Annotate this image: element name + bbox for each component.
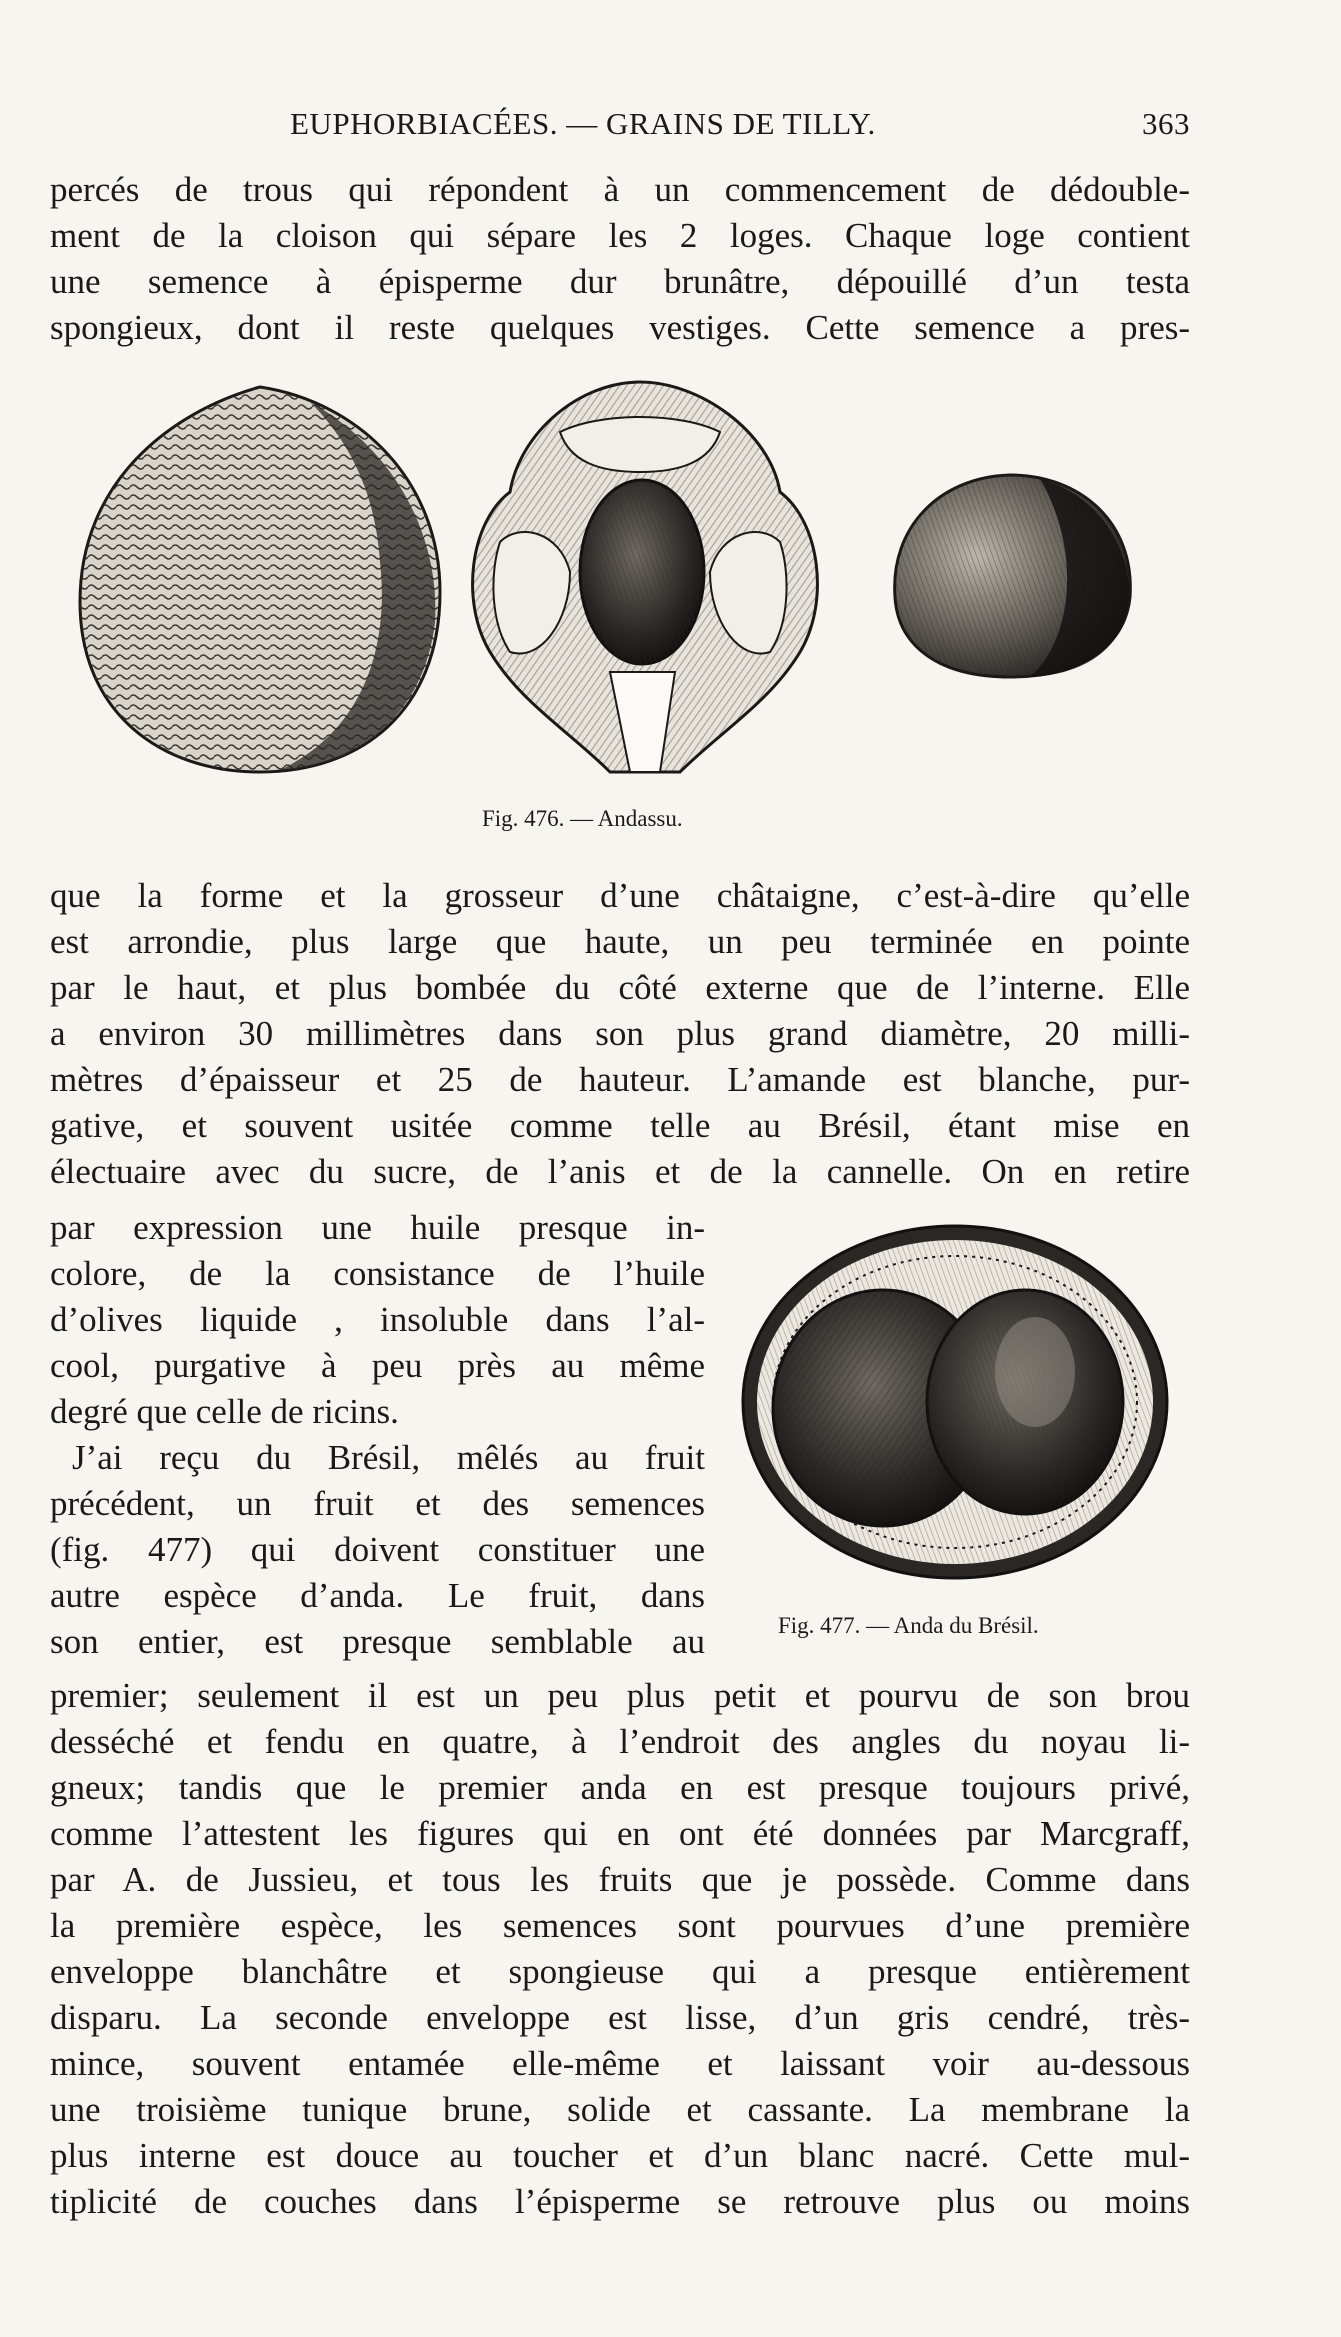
text-line: disparu. La seconde enveloppe est lisse, d’un gris cendré, très-	[50, 1998, 1190, 2037]
text-line: est arrondie, plus large que haute, un peu terminée en pointe	[50, 922, 1190, 961]
text-line: par expression une huile presque in-	[50, 1208, 705, 1247]
text-line: précédent, un fruit et des semences	[50, 1484, 705, 1523]
text-line: gneux; tandis que le premier anda en est presque toujours privé,	[50, 1768, 1190, 1807]
text-line: son entier, est presque semblable au	[50, 1622, 705, 1661]
text-line: mince, souvent entamée elle-même et laissant voir au-dessous	[50, 2044, 1190, 2083]
text-line: cool, purgative à peu près au même	[50, 1346, 705, 1385]
text-line: ment de la cloison qui sépare les 2 loges. Chaque loge contient	[50, 216, 1190, 255]
text-line: plus interne est douce au toucher et d’un blanc nacré. Cette mul-	[50, 2136, 1190, 2175]
text-line: a environ 30 millimètres dans son plus grand diamètre, 20 milli-	[50, 1014, 1190, 1053]
text-line: J’ai reçu du Brésil, mêlés au fruit	[72, 1438, 705, 1477]
anda-du-bresil-fruit-drawing	[743, 1226, 1167, 1578]
text-line: mètres d’épaisseur et 25 de hauteur. L’amande est blanche, pur-	[50, 1060, 1190, 1099]
text-line: desséché et fendu en quatre, à l’endroit des angles du noyau li-	[50, 1722, 1190, 1761]
text-line: (fig. 477) qui doivent constituer une	[50, 1530, 705, 1569]
text-line: degré que celle de ricins.	[50, 1392, 399, 1431]
text-line: une semence à épisperme dur brunâtre, dépouillé d’un testa	[50, 262, 1190, 301]
text-line: électuaire avec du sucre, de l’anis et de la cannelle. On en retire	[50, 1152, 1190, 1191]
text-line: gative, et souvent usitée comme telle au Brésil, étant mise en	[50, 1106, 1190, 1145]
text-line: premier; seulement il est un peu plus petit et pourvu de son brou	[50, 1676, 1190, 1715]
text-line: tiplicité de couches dans l’épisperme se retrouve plus ou moins	[50, 2182, 1190, 2221]
page-number: 363	[1142, 106, 1190, 141]
text-line: une troisième tunique brune, solide et cassante. La membrane la	[50, 2090, 1190, 2129]
text-line: par A. de Jussieu, et tous les fruits que je possède. Comme dans	[50, 1860, 1190, 1899]
text-line: d’olives liquide , insoluble dans l’al-	[50, 1300, 705, 1339]
andassu-seed-drawing	[895, 475, 1131, 677]
text-line: que la forme et la grosseur d’une châtaigne, c’est-à-dire qu’elle	[50, 876, 1190, 915]
text-line: comme l’attestent les figures qui en ont été données par Marcgraff,	[50, 1814, 1190, 1853]
andassu-whole-fruit-drawing	[80, 387, 440, 772]
andassu-cross-section-drawing	[473, 382, 818, 772]
figure-476-illustration	[60, 372, 1170, 792]
text-line: la première espèce, les semences sont pourvues d’une première	[50, 1906, 1190, 1945]
figure-477-caption: Fig. 477. — Anda du Brésil.	[778, 1613, 1039, 1638]
text-line: autre espèce d’anda. Le fruit, dans	[50, 1576, 705, 1615]
text-line: spongieux, dont il reste quelques vestiges. Cette semence a pres-	[50, 308, 1190, 347]
text-line: par le haut, et plus bombée du côté externe que de l’interne. Elle	[50, 968, 1190, 1007]
running-header	[50, 106, 1190, 146]
text-line: percés de trous qui répondent à un commencement de dédouble-	[50, 170, 1190, 209]
text-line: colore, de la consistance de l’huile	[50, 1254, 705, 1293]
figure-477-illustration	[735, 1212, 1175, 1592]
running-title: EUPHORBIACÉES. — GRAINS DE TILLY.	[290, 106, 876, 141]
text-line: enveloppe blanchâtre et spongieuse qui a presque entièrement	[50, 1952, 1190, 1991]
figure-476-caption: Fig. 476. — Andassu.	[482, 806, 683, 831]
